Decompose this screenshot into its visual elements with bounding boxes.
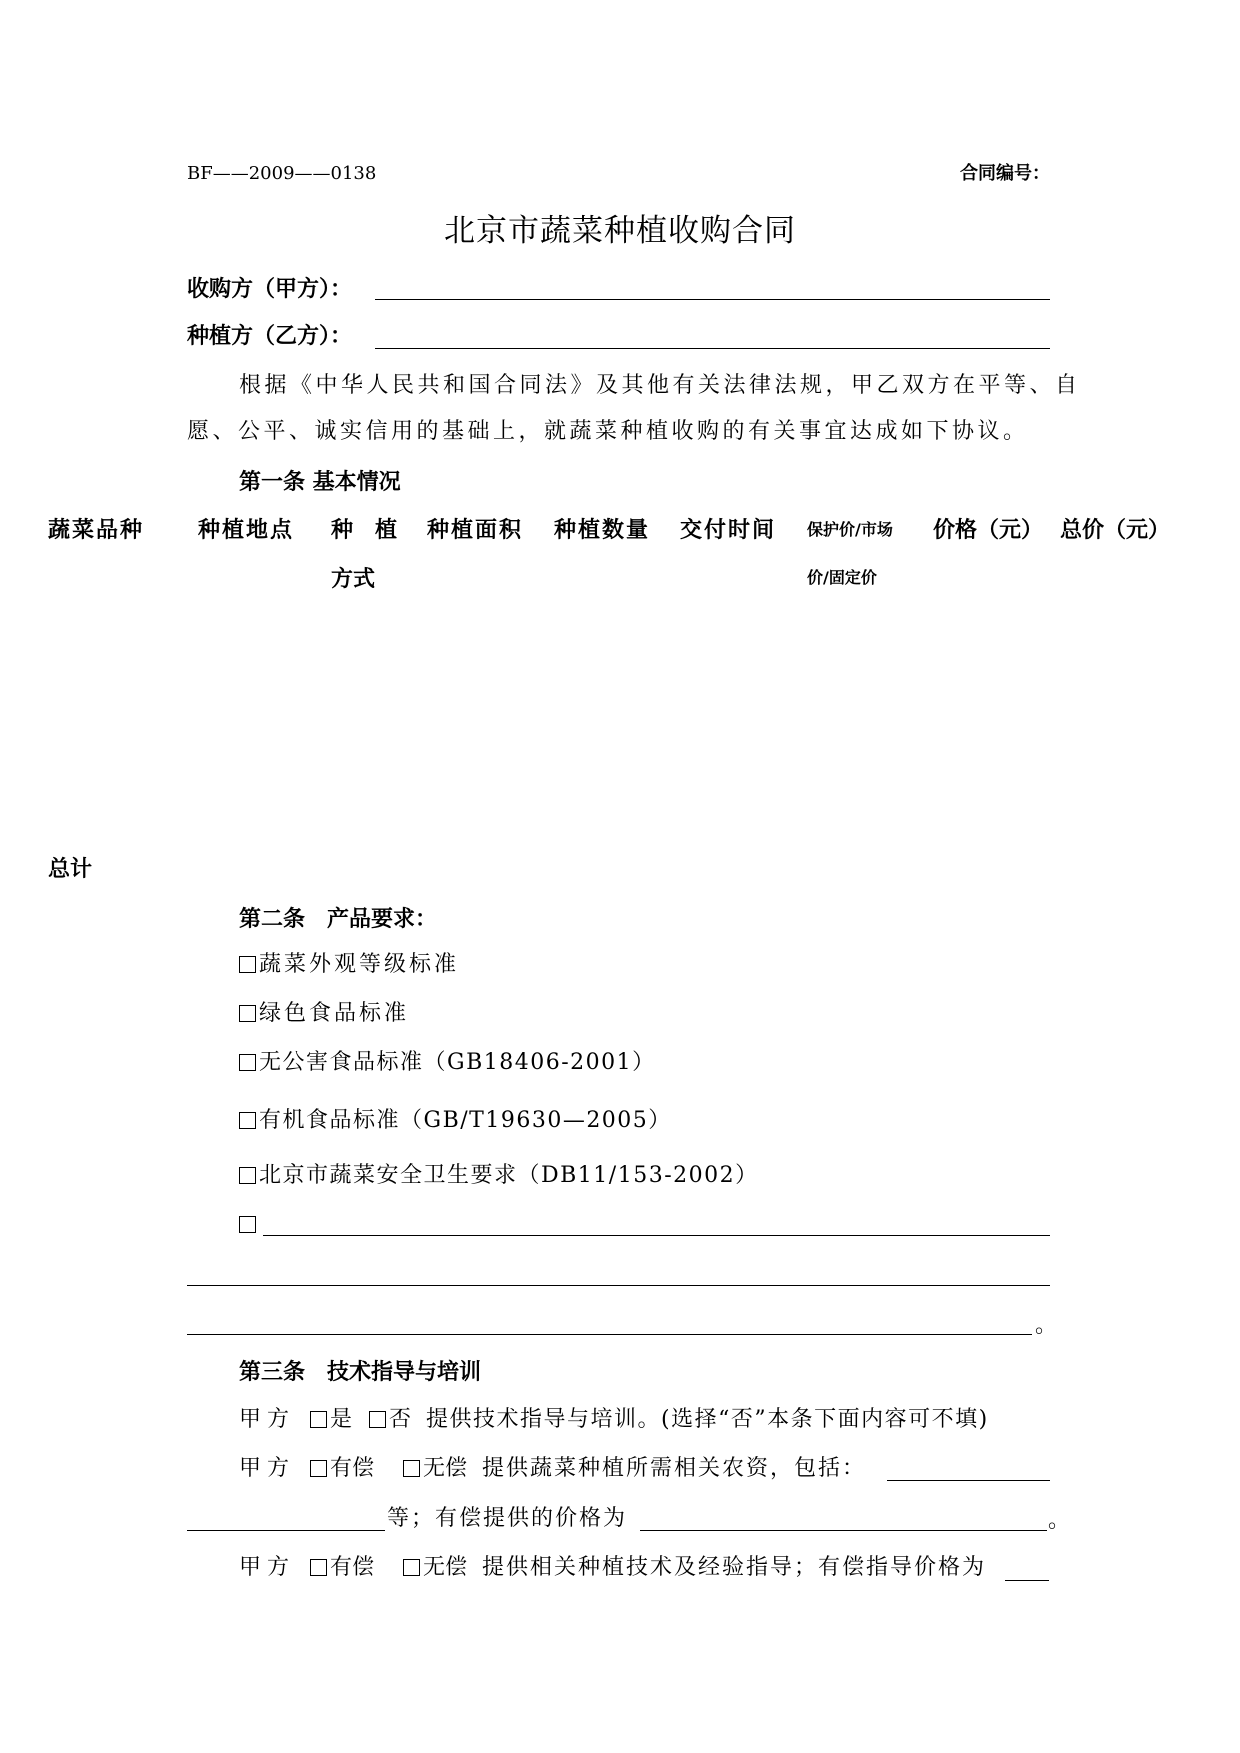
other-standard-line-1[interactable] bbox=[263, 1235, 1050, 1236]
option-beijing-safety-standard[interactable] bbox=[239, 1165, 759, 1187]
col-price-type-1: 保护价/市场 bbox=[807, 520, 893, 539]
training-line bbox=[239, 1409, 989, 1431]
yes-label: 是 bbox=[330, 1407, 353, 1432]
checkbox-organic[interactable] bbox=[239, 1112, 256, 1129]
other-standard-line-2[interactable] bbox=[187, 1285, 1050, 1286]
col-area: 种植面积 bbox=[427, 517, 524, 543]
total-label: 总计 bbox=[48, 856, 93, 882]
col-delivery: 交付时间 bbox=[680, 517, 777, 543]
supplies-items-line-2[interactable] bbox=[187, 1530, 385, 1531]
checkbox-training-no[interactable] bbox=[369, 1411, 386, 1428]
supplies-price-line[interactable] bbox=[640, 1530, 1047, 1531]
party-label: 甲方 bbox=[239, 1407, 296, 1432]
option-organic-standard[interactable] bbox=[239, 1110, 672, 1132]
supplies-price-text: 等；有偿提供的价格为 bbox=[387, 1506, 628, 1531]
col-price: 价格（元） bbox=[933, 517, 1044, 543]
period-mark: 。 bbox=[1035, 1313, 1058, 1338]
supplies-text: 提供蔬菜种植所需相关农资，包括： bbox=[482, 1456, 867, 1481]
free-label: 无偿 bbox=[423, 1456, 468, 1481]
buyer-name-line[interactable] bbox=[375, 299, 1050, 300]
option-label: 北京市蔬菜安全卫生要求（DB11/153-2002） bbox=[259, 1163, 759, 1188]
col-method-2: 方式 bbox=[331, 566, 376, 592]
option-appearance-standard[interactable] bbox=[239, 954, 459, 976]
checkbox-supplies-paid[interactable] bbox=[310, 1460, 327, 1477]
guidance-text: 提供相关种植技术及经验指导；有偿指导价格为 bbox=[482, 1555, 987, 1580]
option-pollution-free-standard[interactable] bbox=[239, 1052, 656, 1074]
paid-label: 有偿 bbox=[330, 1555, 375, 1580]
col-quantity: 种植数量 bbox=[554, 517, 651, 543]
checkbox-other[interactable] bbox=[239, 1216, 256, 1233]
col-total: 总价（元） bbox=[1060, 517, 1171, 543]
checkbox-training-yes[interactable] bbox=[310, 1411, 327, 1428]
option-label: 无公害食品标准（GB18406-2001） bbox=[259, 1050, 656, 1075]
other-standard-line-3[interactable] bbox=[187, 1334, 1032, 1335]
supplies-line bbox=[239, 1458, 866, 1480]
checkbox-appearance[interactable] bbox=[239, 956, 256, 973]
no-label: 否 bbox=[389, 1407, 412, 1432]
article-1-heading: 第一条 基本情况 bbox=[239, 469, 401, 495]
col-location: 种植地点 bbox=[198, 517, 295, 543]
grower-name-line[interactable] bbox=[375, 348, 1050, 349]
intro-line-2: 愿、公平、诚实信用的基础上，就蔬菜种植收购的有关事宜达成如下协议。 bbox=[187, 419, 1029, 444]
paid-label: 有偿 bbox=[330, 1456, 375, 1481]
checkbox-green-food[interactable] bbox=[239, 1005, 256, 1022]
party-label: 甲方 bbox=[239, 1456, 296, 1481]
guidance-line bbox=[239, 1557, 986, 1579]
free-label: 无偿 bbox=[423, 1555, 468, 1580]
col-price-type-2: 价/固定价 bbox=[807, 568, 877, 587]
page-title: 北京市蔬菜种植收购合同 bbox=[444, 213, 796, 249]
training-text: 提供技术指导与培训。(选择“否”本条下面内容可不填) bbox=[426, 1407, 989, 1432]
checkbox-beijing-safety[interactable] bbox=[239, 1167, 256, 1184]
party-label: 甲方 bbox=[239, 1555, 296, 1580]
col-variety: 蔬菜品种 bbox=[48, 517, 145, 543]
buyer-label: 收购方（甲方）： bbox=[187, 276, 353, 302]
contract-number-label: 合同编号： bbox=[960, 163, 1050, 184]
option-other[interactable] bbox=[239, 1214, 259, 1236]
article-3-heading: 第三条 技术指导与培训 bbox=[239, 1359, 482, 1385]
checkbox-pollution-free[interactable] bbox=[239, 1054, 256, 1071]
article-2-heading: 第二条 产品要求： bbox=[239, 906, 438, 932]
col-method-1: 种 植 bbox=[331, 517, 398, 543]
option-green-food-standard[interactable] bbox=[239, 1003, 409, 1025]
checkbox-guidance-free[interactable] bbox=[403, 1559, 420, 1576]
supplies-items-line-1[interactable] bbox=[887, 1480, 1050, 1481]
option-label: 绿色食品标准 bbox=[259, 1001, 410, 1026]
document-code: BF——2009——0138 bbox=[187, 163, 377, 184]
grower-label: 种植方（乙方）： bbox=[187, 323, 353, 349]
option-label: 蔬菜外观等级标准 bbox=[259, 952, 460, 977]
option-label: 有机食品标准（GB/T19630—2005） bbox=[259, 1108, 672, 1133]
checkbox-supplies-free[interactable] bbox=[403, 1460, 420, 1477]
period-mark: 。 bbox=[1048, 1508, 1071, 1533]
intro-line-1: 根据《中华人民共和国合同法》及其他有关法律法规，甲乙双方在平等、自 bbox=[239, 373, 1081, 398]
guidance-price-line[interactable] bbox=[1005, 1580, 1049, 1581]
checkbox-guidance-paid[interactable] bbox=[310, 1559, 327, 1576]
